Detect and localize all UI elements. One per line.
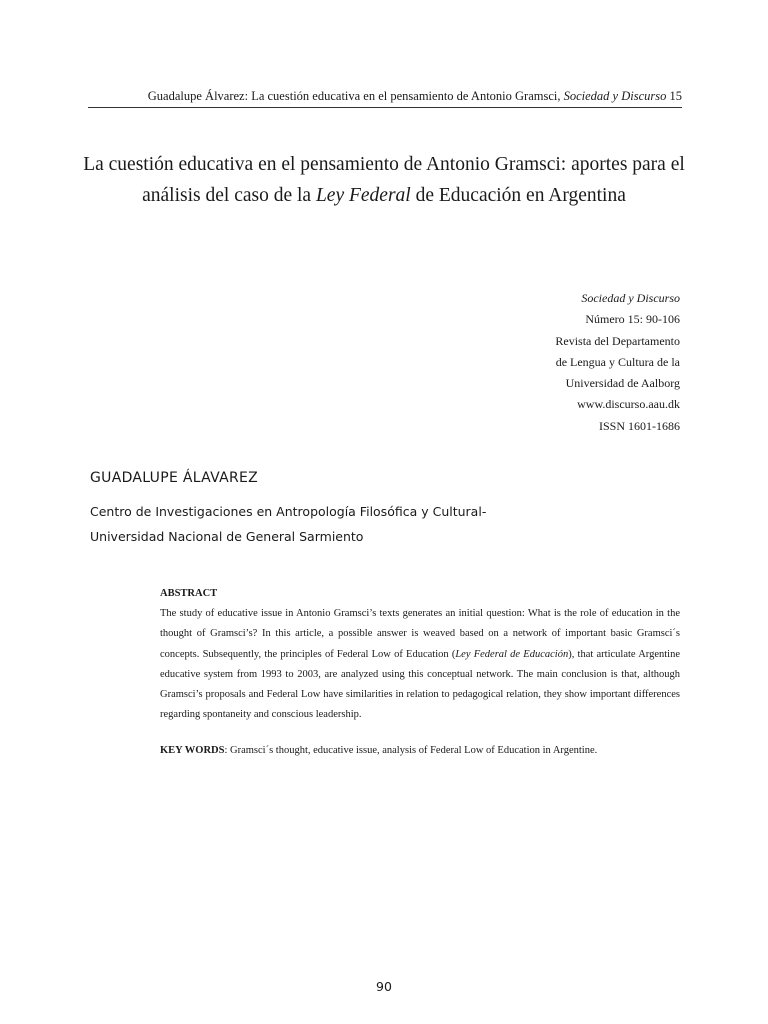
author-affiliation [90, 499, 486, 549]
abstract-body-part1: The study of educative issue in Antonio Gramsci’s texts generates an initial question: What is the role of education in the thought of Gramsci’s? In this article, a possible answer is weaved based on a network of important basic Gramsci´s concepts. Subsequently, the principles of Federal Low of Education ( [160, 608, 680, 660]
journal-number: Número 15: 90-106 [585, 312, 680, 327]
journal-name: Sociedad y Discurso [581, 291, 680, 305]
author-name: GUADALUPE ÁLAVAREZ [90, 470, 259, 486]
page-number: 90 [376, 979, 392, 994]
title-part2: de Educación en Argentina [410, 185, 626, 206]
title-law-italic: Ley Federal [315, 185, 411, 206]
abstract-body [160, 604, 680, 725]
running-header [88, 88, 682, 104]
journal-info [555, 288, 680, 437]
journal-line5: Universidad de Aalborg [565, 376, 680, 391]
header-rule [88, 107, 682, 108]
journal-line4: de Lengua y Cultura de la [555, 354, 680, 369]
running-header-text: Guadalupe Álvarez: La cuestión educativa en el pensamiento de Antonio Gramsci, [147, 89, 564, 103]
journal-issn: ISSN 1601-1686 [598, 418, 680, 433]
abstract-body-part2: ), that articulate Argentine educative system from 1993 to 2003, are analyzed using this conceptual network. The main conclusion is that, although Gramsci’s proposals and Federal Low have similarities in relation to pedagogical relation, they show important differences regarding spontaneity and conscious leadership. [160, 648, 680, 721]
title-part1: La cuestión educativa en el pensamiento de Antonio Gramsci: aportes para el análisis del caso de la [83, 154, 685, 206]
journal-line3: Revista del Departamento [555, 333, 680, 348]
affiliation-line1: Centro de Investigaciones en Antropología Filosófica y Cultural- [90, 504, 487, 519]
keywords-text: : Gramsci´s thought, educative issue, analysis of Federal Low of Education in Argentine. [224, 745, 598, 757]
keywords-label: KEY WORDS [160, 745, 225, 757]
abstract-block [160, 584, 680, 762]
abstract-heading: ABSTRACT [160, 588, 218, 599]
article-title [60, 149, 708, 211]
affiliation-line2: Universidad Nacional de General Sarmiento [90, 529, 364, 544]
abstract-body-italic: Ley Federal de Educación [455, 648, 569, 660]
running-header-issue: 15 [666, 89, 682, 103]
journal-url: www.discurso.aau.dk [577, 397, 680, 412]
running-header-journal: Sociedad y Discurso [563, 89, 667, 103]
keywords [160, 741, 680, 761]
